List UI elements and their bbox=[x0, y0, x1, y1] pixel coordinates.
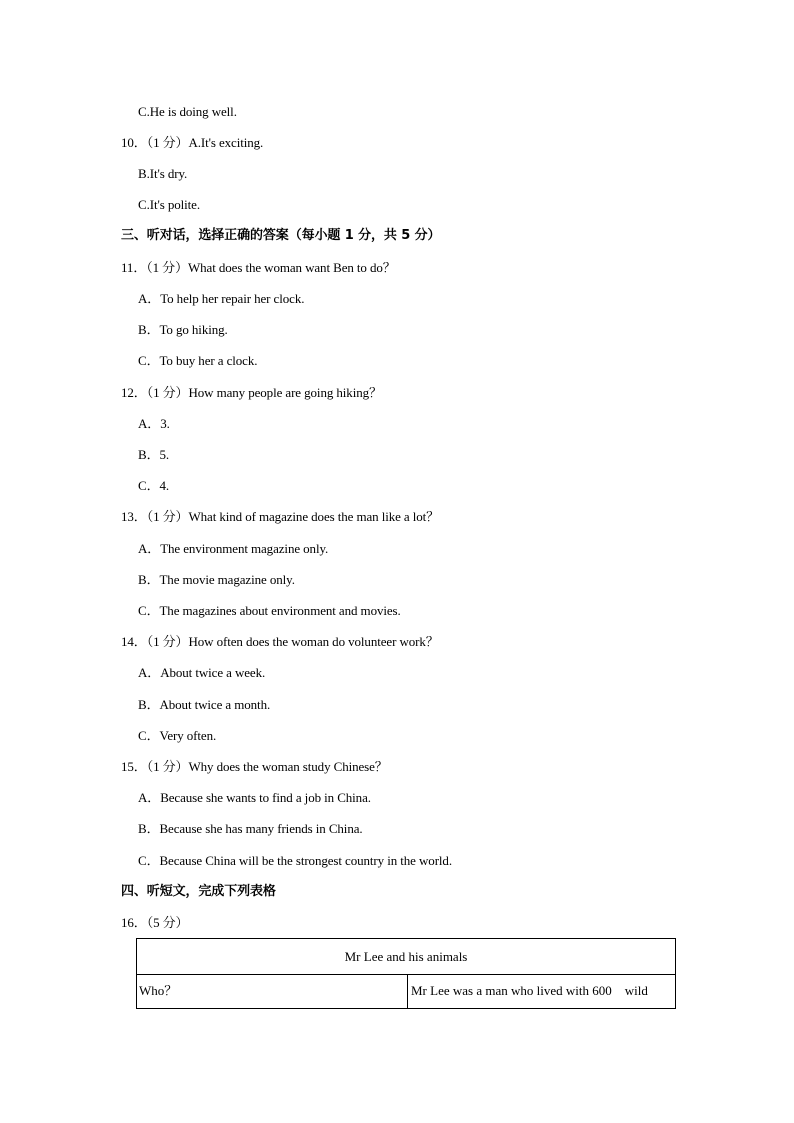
option-11b: B．To go hiking. bbox=[138, 322, 228, 337]
section-4-heading: 四、听短文，完成下列表格 bbox=[121, 884, 276, 899]
section-3-heading: 三、听对话，选择正确的答案（每小题 1 分，共 5 分） bbox=[121, 228, 441, 243]
table-title: Mr Lee and his animals bbox=[137, 939, 675, 975]
question-14: 14．（1 分）How often does the woman do volunteer work？ bbox=[121, 634, 439, 649]
option-15a: A．Because she wants to find a job in China. bbox=[138, 790, 371, 805]
option-9c: C.He is doing well. bbox=[138, 104, 237, 119]
option-14c: C．Very often. bbox=[138, 728, 217, 743]
option-11a: A．To help her repair her clock. bbox=[138, 291, 305, 306]
question-15: 15．（1 分）Why does the woman study Chinese？ bbox=[121, 759, 388, 774]
answer-table bbox=[136, 938, 676, 1009]
option-15c: C．Because China will be the strongest country in the world. bbox=[138, 853, 452, 868]
option-10b: B.It's dry. bbox=[138, 166, 188, 181]
question-16: 16．（5 分） bbox=[121, 915, 189, 930]
table-cell-label: Who？ bbox=[137, 974, 408, 1008]
table-cell-value: Mr Lee was a man who lived with 600 wild bbox=[411, 983, 648, 998]
question-10: 10．（1 分）A.It's exciting. bbox=[121, 135, 264, 150]
question-12: 12．（1 分）How many people are going hiking？ bbox=[121, 385, 382, 400]
option-11c: C．To buy her a clock. bbox=[138, 353, 258, 368]
option-10c: C.It's polite. bbox=[138, 197, 200, 212]
question-13: 13．（1 分）What kind of magazine does the man like a lot？ bbox=[121, 509, 440, 524]
option-14b: B．About twice a month. bbox=[138, 697, 271, 712]
option-13b: B．The movie magazine only. bbox=[138, 572, 295, 587]
question-11: 11．（1 分）What does the woman want Ben to do？ bbox=[121, 260, 396, 275]
option-13a: A．The environment magazine only. bbox=[138, 541, 329, 556]
option-12c: C．4. bbox=[138, 478, 170, 493]
option-14a: A．About twice a week. bbox=[138, 665, 266, 680]
option-13c: C．The magazines about environment and movies. bbox=[138, 603, 401, 618]
option-12b: B．5. bbox=[138, 447, 170, 462]
option-15b: B．Because she has many friends in China. bbox=[138, 821, 363, 836]
option-12a: A．3. bbox=[138, 416, 170, 431]
